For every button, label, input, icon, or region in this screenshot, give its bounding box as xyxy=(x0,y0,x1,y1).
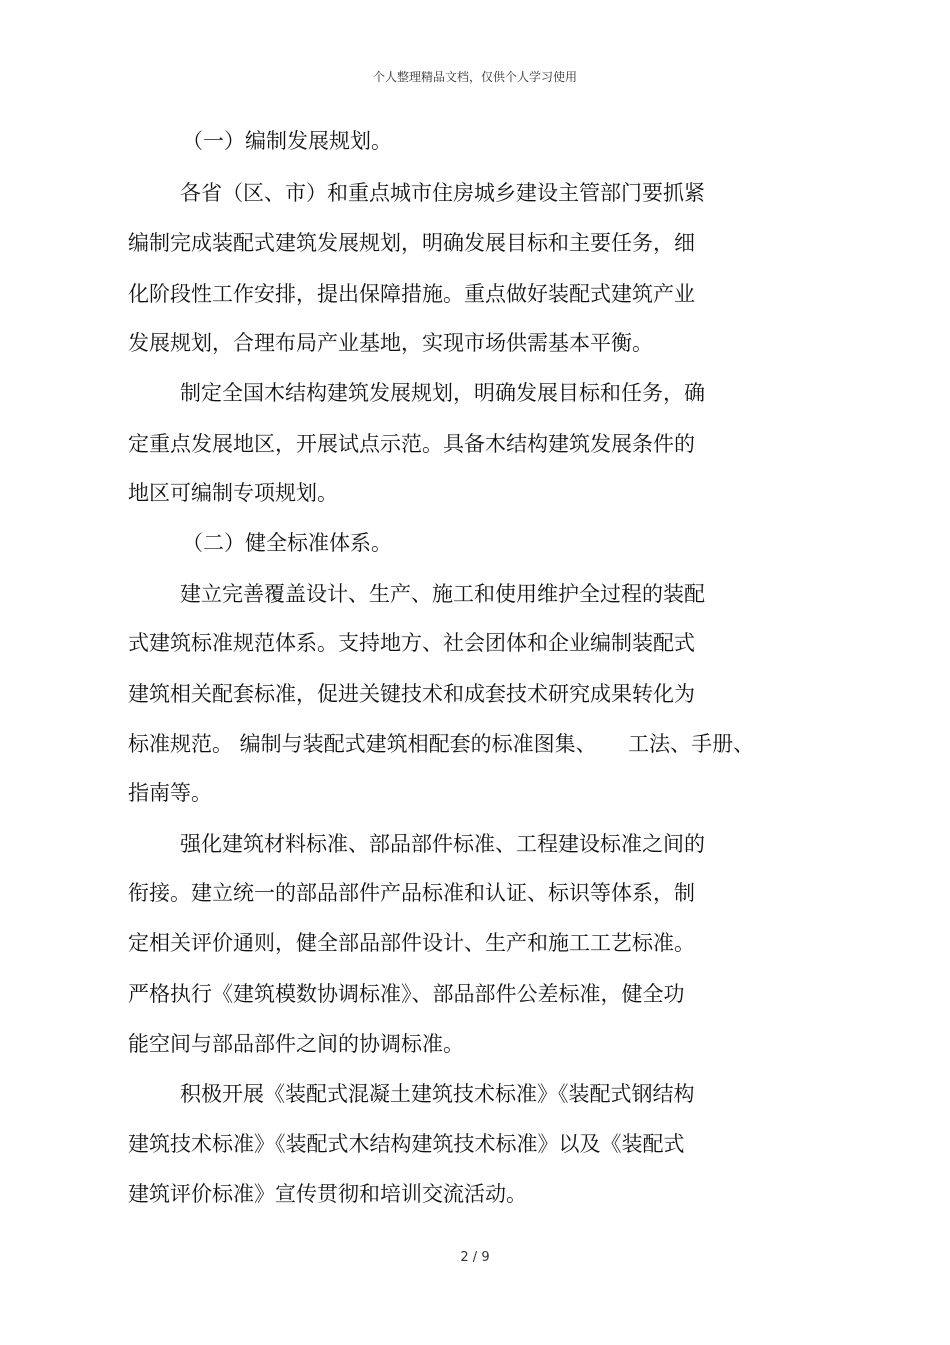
section-heading: （一）编制发展规划。 xyxy=(182,129,392,153)
page-header: 个人整理精品文档，仅供个人学习使用 xyxy=(372,70,577,84)
paragraph-line: 发展规划，合理布局产业基地，实现市场供需基本平衡。 xyxy=(128,331,653,355)
paragraph-line: 地区可编制专项规划。 xyxy=(128,481,338,505)
paragraph-line: 定相关评价通则，健全部品部件设计、生产和施工工艺标准。 xyxy=(128,931,695,955)
page-number: 2 / 9 xyxy=(460,1250,490,1265)
paragraph-line: 式建筑标准规范体系。支持地方、社会团体和企业编制装配式 xyxy=(128,631,695,655)
paragraph-line: 定重点发展地区，开展试点示范。具备木结构建筑发展条件的 xyxy=(128,432,695,456)
paragraph-line: 指南等。 xyxy=(128,781,212,805)
paragraph-line: 建筑技术标准》《装配式木结构建筑技术标准》以及《装配式 xyxy=(128,1132,685,1156)
paragraph-line: 严格执行《建筑模数协调标准》、部品部件公差标准，健全功 xyxy=(128,982,685,1006)
paragraph-line: 衔接。建立统一的部品部件产品标准和认证、标识等体系，制 xyxy=(128,881,695,905)
section-heading: （二）健全标准体系。 xyxy=(182,531,392,555)
paragraph-line: 建筑评价标准》宣传贯彻和培训交流活动。 xyxy=(128,1182,527,1206)
paragraph-line: 各省（区、市）和重点城市住房城乡建设主管部门要抓紧 xyxy=(180,181,705,205)
paragraph-line: 建立完善覆盖设计、生产、施工和使用维护全过程的装配 xyxy=(180,582,705,606)
paragraph-line: 标准规范。 编制与装配式建筑相配套的标准图集、 工法、手册、 xyxy=(128,732,755,756)
paragraph-line: 建筑相关配套标准，促进关键技术和成套技术研究成果转化为 xyxy=(128,682,695,706)
paragraph-line: 强化建筑材料标准、部品部件标准、工程建设标准之间的 xyxy=(180,832,705,856)
paragraph-line: 能空间与部品部件之间的协调标准。 xyxy=(128,1032,464,1056)
paragraph-line: 积极开展《装配式混凝土建筑技术标准》《装配式钢结构 xyxy=(180,1082,695,1106)
paragraph-line: 编制完成装配式建筑发展规划，明确发展目标和主要任务，细 xyxy=(128,231,695,255)
paragraph-line: 化阶段性工作安排，提出保障措施。重点做好装配式建筑产业 xyxy=(128,282,695,306)
paragraph-line: 制定全国木结构建筑发展规划，明确发展目标和任务，确 xyxy=(180,381,705,405)
